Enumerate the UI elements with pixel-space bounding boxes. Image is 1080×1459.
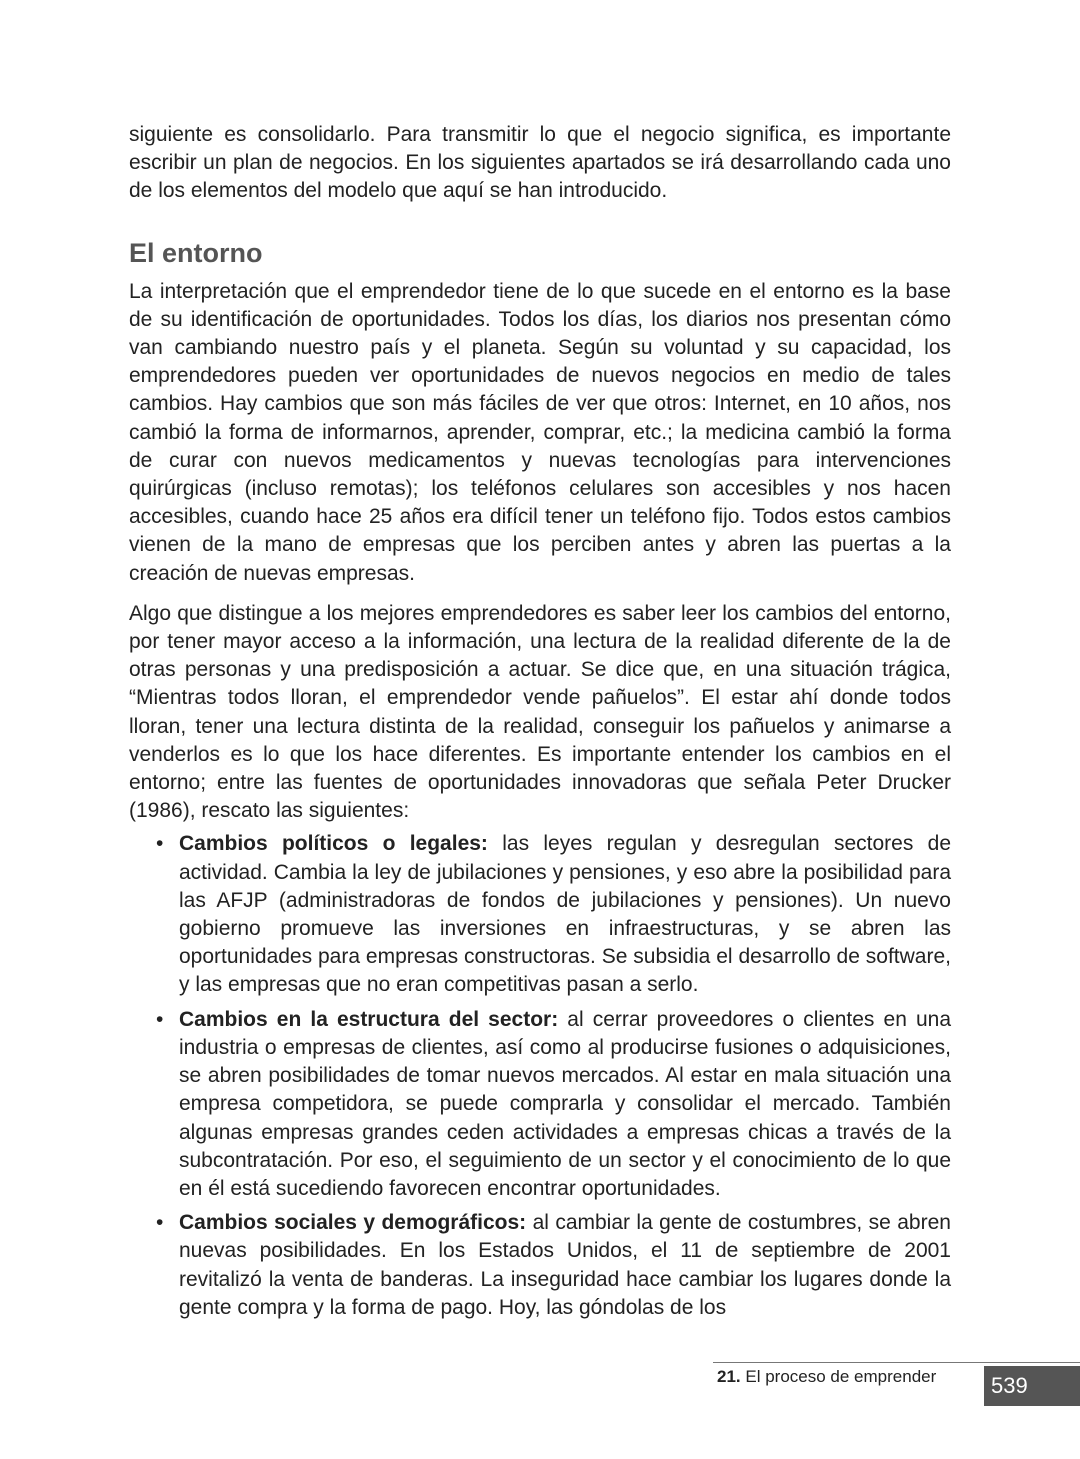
- list-item-term: Cambios sociales y demográficos:: [179, 1211, 527, 1235]
- opportunity-sources-list: [129, 830, 951, 1321]
- list-item-text: al cambiar la gente de costumbres, se abren nuevas posibilidades. En los Estados Unidos, el 11 de septiembre de 2001 revitalizó la venta de banderas. La inseguridad hace cambiar los lugares donde la gente compra y la forma de pago. Hoy, las góndolas de los: [179, 1211, 951, 1319]
- list-item-text: las leyes regulan y desregulan sectores de actividad. Cambia la ley de jubilaciones y pensiones, y eso abre la posibilidad para las AFJP (administradoras de fondos de jubilaciones y pensiones). Un nuevo gobierno promueve las inversiones en infraestructuras, y se abren las oportunidades para empresas constructoras. Se subsidia el desarrollo de software, y las empresas que no eran competitivas pasan a serlo.: [179, 832, 951, 997]
- list-item: [156, 830, 951, 999]
- list-item-term: Cambios políticos o legales:: [179, 832, 488, 856]
- page-content: [129, 121, 951, 1328]
- intro-paragraph: siguiente es consolidarlo. Para transmitir lo que el negocio significa, es importante escribir un plan de negocios. En los siguientes apartados se irá desarrollando cada uno de los elementos del modelo que aquí se han introducido.: [129, 123, 951, 203]
- list-item: [156, 1006, 951, 1203]
- section-heading: El entorno: [129, 237, 263, 268]
- list-item-text: al cerrar proveedores o clientes en una industria o empresas de clientes, así como al producirse fusiones o adquisiciones, se abren posibilidades de tomar nuevos mercados. Al estar en mala situación una empresa competidora, se puede comprarla y consolidar el mercado. También algunas empresas grandes ceden actividades a empresas chicas a través de la subcontratación. Por eso, el seguimiento de un sector y el conocimiento de lo que en él está sucediendo favorecen encontrar oportunidades.: [179, 1007, 951, 1200]
- chapter-title: El proceso de emprender: [745, 1367, 937, 1386]
- body-paragraph: Algo que distingue a los mejores emprendedores es saber leer los cambios del entorno, por tener mayor acceso a la información, una lectura de la realidad diferente de la de otras personas y una predisposición a actuar. Se dice que, en una situación trágica, “Mientras todos lloran, el emprendedor vende pañuelos”. El estar ahí donde todos lloran, tener una lectura distinta de la realidad, conseguir los pañuelos y animarse a venderlos es lo que los hace diferentes. Es importante entender los cambios en el entorno; entre las fuentes de oportunidades innovadoras que señala Peter Drucker (1986), rescato las siguientes:: [129, 601, 951, 823]
- bullet-icon: •: [156, 832, 164, 856]
- chapter-number: 21.: [717, 1367, 741, 1386]
- list-item: [156, 1209, 951, 1322]
- list-item-term: Cambios en la estructura del sector:: [179, 1007, 559, 1031]
- page-number: 539: [984, 1366, 1080, 1406]
- running-footer: [717, 1366, 936, 1388]
- footer-divider: [713, 1362, 1080, 1363]
- body-paragraph: La interpretación que el emprendedor tiene de lo que sucede en el entorno es la base de su identificación de oportunidades. Todos los días, los diarios nos presentan cómo van cambiando nuestro país y el planeta. Según su voluntad y su capacidad, los emprendedores pueden ver oportunidades de nuevos negocios en medio de tales cambios. Hay cambios que son más fáciles de ver que otros: Internet, en 10 años, nos cambió la forma de informarnos, aprender, comprar, etc.; la medicina cambió la forma de curar con nuevos medicamentos y nuevas tecnologías para intervenciones quirúrgicas (incluso remotas); los teléfonos celulares son accesibles y nos hacen accesibles, cuando hace 25 años era difícil tener un teléfono fijo. Todos estos cambios vienen de la mano de empresas que los perciben antes y abren las puertas a la creación de nuevas empresas.: [129, 279, 951, 585]
- bullet-icon: •: [156, 1007, 164, 1031]
- bullet-icon: •: [156, 1211, 164, 1235]
